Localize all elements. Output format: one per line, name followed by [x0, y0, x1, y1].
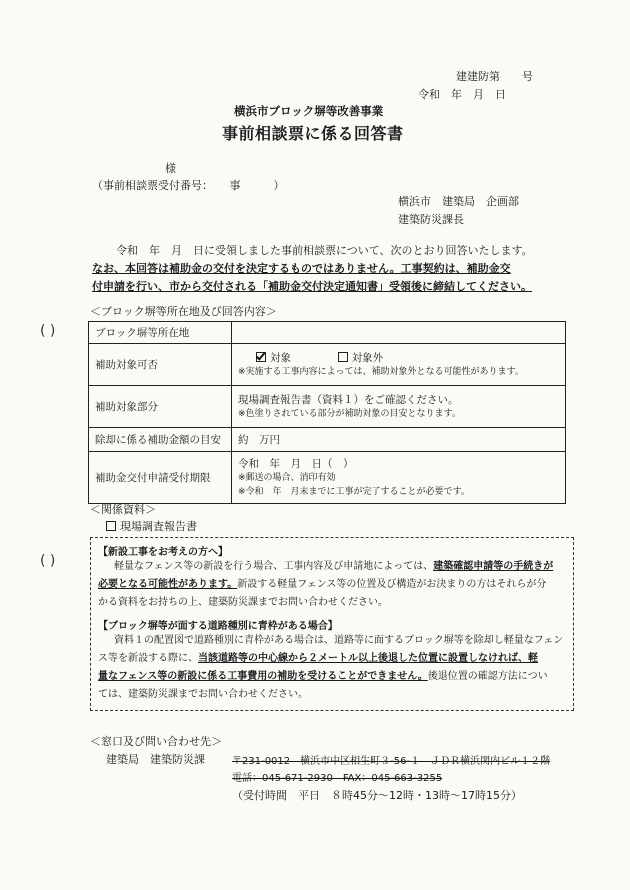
- table-row: [89, 452, 566, 504]
- notice-paragraph-road: [98, 632, 566, 704]
- table-row: [89, 344, 566, 386]
- intro-line-1: 令和 年 月 日に受領しました事前相談票について、次のとおり回答いたします。: [116, 244, 533, 257]
- intro-line-2: なお、本回答は補助金の交付を決定するものではありません。工事契約は、補助金交: [92, 262, 511, 275]
- section-title-contact: ＜窓口及び問い合わせ先＞: [90, 735, 222, 748]
- notice-p2-line4: ては、建築防災課までお問い合わせください。: [98, 689, 308, 700]
- notice-p2-l2-a: ス等を新設する際に、: [98, 653, 198, 664]
- notice-p1-l1-b: 建築確認申請等の手続きが: [433, 561, 554, 572]
- contact-address: 〒231-0012 横浜市中区相生町３-56-１ ＪＤＲ横浜関内ビル１２階: [232, 756, 551, 767]
- receipt-number: （事前相談票受付番号： 事 ）: [92, 179, 285, 192]
- deadline-label: 補助金交付申請受付期限: [89, 452, 232, 504]
- contact-hours: （受付時間 平日 ８時45分～12時・13時～17時15分）: [232, 789, 522, 802]
- table-row: [89, 386, 566, 428]
- notice-p2-line1: 資料１の配置図で道路種別に青枠がある場合は、道路等に面するブロック塀等を除却し軽量なフェン: [114, 635, 564, 646]
- notice-p1-line1: [98, 558, 566, 576]
- amount-label: 除却に係る補助金額の目安: [89, 428, 232, 452]
- notice-p1-l2-a: 必要となる可能性があります。: [98, 579, 238, 590]
- eligibility-cell: [232, 344, 566, 386]
- punch-mark-icon: ( ): [40, 323, 56, 339]
- notice-p1-l1-a: 軽量なフェンス等の新設を行う場合、工事内容及び申請地によっては、: [114, 561, 434, 572]
- document-number: 建建防第 号: [456, 70, 533, 83]
- deadline-date: 令和 年 月 日（ ）: [238, 457, 354, 470]
- eligible-checkbox[interactable]: [256, 352, 266, 362]
- target-part-label: 補助対象部分: [89, 386, 232, 428]
- eligibility-note: ※実施する工事内容によっては、補助対象外となる可能性があります。: [238, 366, 524, 377]
- notice-p2-l2-b: 当該道路等の中心線から２メートル以上後退した位置に設置しなければ、軽: [198, 653, 538, 664]
- recipient-honorific: 様: [165, 162, 176, 175]
- target-part-text: 現場調査報告書（資料１）をご確認ください。: [238, 393, 459, 406]
- notice-p1-l2-b: 新設する軽量フェンス等の位置及び構造がお決まりの方はそれらが分: [237, 579, 547, 590]
- eligibility-label: 補助対象可否: [89, 344, 232, 386]
- sender-org: 横浜市 建築局 企画部: [398, 195, 519, 208]
- contact-phone: 電話：045-671-2930 FAX：045-663-3255: [232, 773, 443, 784]
- eligibility-options: [238, 351, 559, 365]
- page-title: 事前相談票に係る回答書: [222, 124, 404, 143]
- related-item-checkbox[interactable]: [106, 521, 116, 531]
- notice-p2-l3-b: 後退位置の確認方法につい: [427, 671, 548, 682]
- page-subtitle: 横浜市ブロック塀等改善事業: [234, 104, 384, 118]
- related-item-label: 現場調査報告書: [120, 520, 197, 533]
- notice-p2-line2: [98, 650, 566, 668]
- related-item: [106, 518, 197, 534]
- deadline-note-2: ※令和 年 月末までに工事が完了することが必要です。: [238, 486, 470, 497]
- notice-heading-new: 【新設工事をお考えの方へ】: [98, 547, 228, 558]
- not-eligible-option-label: 対象外: [351, 351, 384, 364]
- notice-p1-line2: [98, 576, 566, 594]
- answer-table: [88, 321, 566, 504]
- notice-p2-line3: [98, 668, 566, 686]
- target-part-note: ※色塗りされている部分が補助対象の目安となります。: [238, 408, 461, 419]
- notice-heading-road: 【ブロック塀等が面する道路種別に青枠がある場合】: [98, 621, 338, 632]
- contact-dept: 建築局 建築防災課: [106, 753, 205, 766]
- section-title-location: ＜ブロック塀等所在地及び回答内容＞: [90, 305, 277, 318]
- notice-p2-l3-a: 量なフェンス等の新設に係る工事費用の補助を受けることができません。: [98, 671, 428, 682]
- section-title-related: ＜関係資料＞: [90, 503, 156, 516]
- table-row: [89, 428, 566, 452]
- notice-paragraph-new: [98, 558, 566, 612]
- not-eligible-checkbox[interactable]: [338, 352, 348, 362]
- eligible-option-label: 対象: [270, 351, 291, 364]
- target-part-cell: [232, 386, 566, 428]
- location-label: ブロック塀等所在地: [89, 322, 232, 344]
- deadline-cell: [232, 452, 566, 504]
- table-row: [89, 322, 566, 344]
- location-value: [232, 322, 566, 344]
- deadline-note-1: ※郵送の場合、消印有効: [238, 472, 336, 483]
- sender-title: 建築防災課長: [398, 213, 464, 226]
- document-date: 令和 年 月 日: [418, 88, 506, 101]
- notice-p1-line3: かる資料をお持ちの上、建築防災課までお問い合わせください。: [98, 597, 388, 608]
- amount-value: 約 万円: [232, 428, 566, 452]
- punch-mark-icon: ( ): [40, 553, 56, 569]
- intro-line-3: 付申請を行い、市から交付される「補助金交付決定通知書」受領後に締結してください。: [92, 280, 532, 293]
